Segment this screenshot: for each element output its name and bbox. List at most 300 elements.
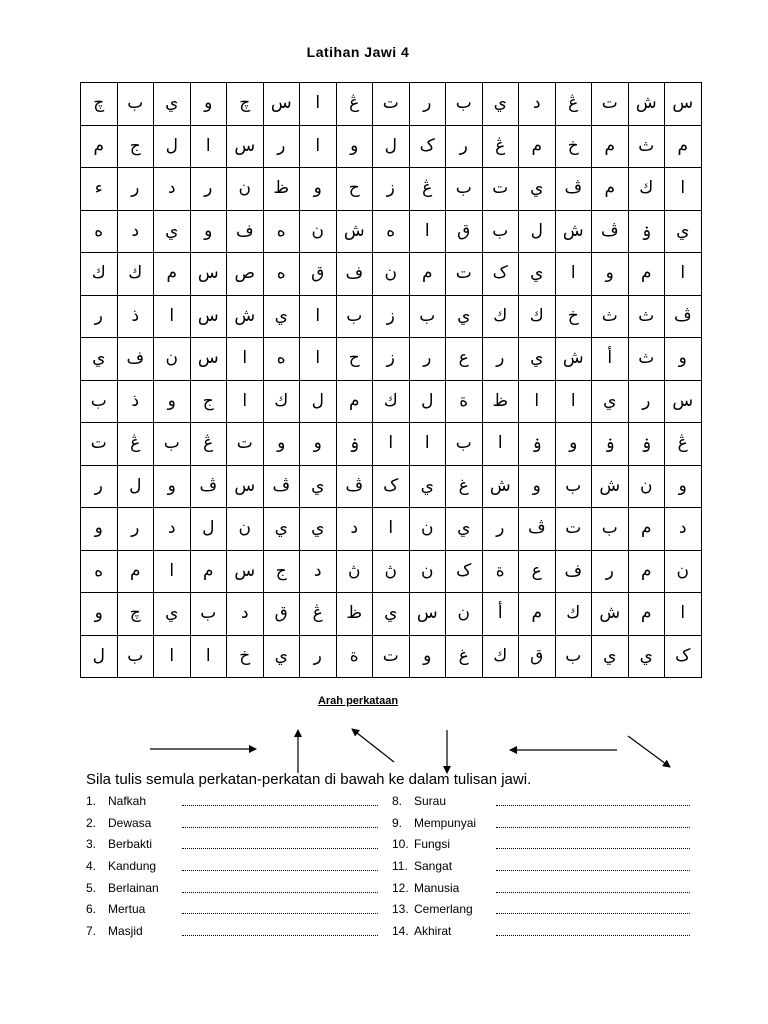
item-word: Cemerlang bbox=[414, 902, 473, 917]
grid-cell: ف bbox=[336, 253, 373, 296]
grid-cell: م bbox=[519, 125, 556, 168]
grid-cell: ر bbox=[81, 465, 118, 508]
grid-cell: ڤ bbox=[263, 465, 300, 508]
grid-cell: ن bbox=[409, 508, 446, 551]
grid-cell: ب bbox=[117, 83, 154, 126]
grid-cell: ل bbox=[409, 380, 446, 423]
item-word: Nafkah bbox=[108, 794, 147, 808]
page-title: Latihan Jawi 4 bbox=[306, 44, 410, 60]
grid-cell: ت bbox=[482, 168, 519, 211]
grid-cell: ي bbox=[519, 338, 556, 381]
item-word: Masjid bbox=[108, 924, 143, 939]
grid-cell: ڤ bbox=[336, 465, 373, 508]
grid-cell: س bbox=[190, 253, 227, 296]
grid-cell: ڠ bbox=[190, 423, 227, 466]
grid-cell: ب bbox=[117, 635, 154, 678]
grid-cell: ڤ bbox=[190, 465, 227, 508]
grid-cell: ڠ bbox=[409, 168, 446, 211]
grid-cell: ا bbox=[373, 508, 410, 551]
grid-cell: غ bbox=[446, 635, 483, 678]
grid-row bbox=[81, 83, 702, 126]
grid-cell: و bbox=[519, 465, 556, 508]
grid-cell: ث bbox=[628, 295, 665, 338]
grid-cell: ش bbox=[482, 465, 519, 508]
grid-cell: د bbox=[154, 508, 191, 551]
grid-cell: ي bbox=[373, 593, 410, 636]
grid-cell: ش bbox=[555, 338, 592, 381]
grid-cell: و bbox=[154, 465, 191, 508]
direction-arrows bbox=[0, 720, 768, 776]
grid-cell: چ bbox=[117, 593, 154, 636]
grid-cell: ش bbox=[628, 83, 665, 126]
grid-cell: ك bbox=[373, 380, 410, 423]
grid-cell: ه bbox=[263, 338, 300, 381]
grid-cell: و bbox=[190, 83, 227, 126]
grid-cell: د bbox=[227, 593, 264, 636]
answer-line[interactable] bbox=[182, 827, 378, 828]
grid-cell: ب bbox=[446, 168, 483, 211]
grid-cell: ث bbox=[628, 125, 665, 168]
grid-cell: ر bbox=[592, 550, 629, 593]
grid-cell: ك bbox=[519, 295, 556, 338]
item-word: Akhirat bbox=[414, 924, 452, 939]
grid-cell: ا bbox=[665, 593, 702, 636]
grid-cell: ر bbox=[117, 508, 154, 551]
grid-cell: ت bbox=[373, 635, 410, 678]
grid-cell: ا bbox=[190, 125, 227, 168]
grid-cell: م bbox=[81, 125, 118, 168]
grid-cell: ي bbox=[519, 168, 556, 211]
grid-cell: ۏ bbox=[519, 423, 556, 466]
grid-row bbox=[81, 295, 702, 338]
grid-cell: ا bbox=[300, 83, 337, 126]
grid-row bbox=[81, 508, 702, 551]
grid-cell: ر bbox=[117, 168, 154, 211]
grid-cell: ل bbox=[373, 125, 410, 168]
grid-cell: ه bbox=[81, 550, 118, 593]
grid-cell: ر bbox=[482, 508, 519, 551]
grid-cell: ک bbox=[665, 635, 702, 678]
grid-cell: ي bbox=[592, 635, 629, 678]
grid-cell: ي bbox=[446, 508, 483, 551]
grid-cell: ت bbox=[446, 253, 483, 296]
grid-cell: س bbox=[190, 295, 227, 338]
grid-cell: ۏ bbox=[628, 210, 665, 253]
grid-cell: و bbox=[154, 380, 191, 423]
grid-cell: ك bbox=[482, 635, 519, 678]
grid-cell: ع bbox=[519, 550, 556, 593]
grid-cell: ڠ bbox=[665, 423, 702, 466]
grid-cell: ب bbox=[190, 593, 227, 636]
item-word: Berbakti bbox=[108, 837, 153, 852]
grid-cell: د bbox=[519, 83, 556, 126]
grid-cell: س bbox=[227, 550, 264, 593]
grid-cell: ك bbox=[555, 593, 592, 636]
grid-cell: ت bbox=[373, 83, 410, 126]
arrow-down-right-icon bbox=[628, 736, 670, 767]
item-number: 14. bbox=[392, 924, 409, 939]
grid-cell: ة bbox=[336, 635, 373, 678]
answer-line[interactable] bbox=[496, 848, 690, 849]
grid-cell: ر bbox=[409, 338, 446, 381]
answer-line[interactable] bbox=[496, 870, 690, 871]
item-word: Manusia bbox=[414, 880, 460, 895]
grid-cell: و bbox=[263, 423, 300, 466]
grid-cell: ڠ bbox=[555, 83, 592, 126]
item-word: Mertua bbox=[108, 902, 146, 917]
grid-cell: ء bbox=[81, 168, 118, 211]
grid-cell: ز bbox=[373, 295, 410, 338]
grid-cell: ن bbox=[227, 508, 264, 551]
grid-cell: ر bbox=[81, 295, 118, 338]
grid-cell: و bbox=[300, 168, 337, 211]
grid-cell: ا bbox=[665, 168, 702, 211]
grid-cell: ك bbox=[81, 253, 118, 296]
item-number: 9. bbox=[392, 815, 403, 830]
grid-cell: ر bbox=[628, 380, 665, 423]
grid-cell: ا bbox=[519, 380, 556, 423]
grid-cell: ح bbox=[336, 338, 373, 381]
grid-cell: ب bbox=[592, 508, 629, 551]
item-number: 7. bbox=[86, 924, 97, 939]
grid-cell: م bbox=[665, 125, 702, 168]
item-number: 6. bbox=[86, 902, 97, 917]
grid-cell: ل bbox=[300, 380, 337, 423]
grid-cell: ز bbox=[373, 168, 410, 211]
grid-cell: ن bbox=[446, 593, 483, 636]
grid-cell: ۏ bbox=[592, 423, 629, 466]
grid-cell: ت bbox=[81, 423, 118, 466]
grid-cell: ب bbox=[446, 423, 483, 466]
grid-cell: خ bbox=[555, 125, 592, 168]
grid-row bbox=[81, 635, 702, 678]
grid-cell: ا bbox=[665, 253, 702, 296]
grid-cell: ف bbox=[555, 550, 592, 593]
grid-cell: ة bbox=[446, 380, 483, 423]
grid-cell: ا bbox=[300, 125, 337, 168]
grid-cell: ل bbox=[154, 125, 191, 168]
grid-cell: ف bbox=[227, 210, 264, 253]
grid-row bbox=[81, 253, 702, 296]
grid-cell: م bbox=[519, 593, 556, 636]
answer-line[interactable] bbox=[496, 827, 690, 828]
grid-cell: ي bbox=[482, 83, 519, 126]
grid-cell: ي bbox=[665, 210, 702, 253]
grid-cell: و bbox=[300, 423, 337, 466]
grid-row bbox=[81, 338, 702, 381]
grid-cell: ظ bbox=[482, 380, 519, 423]
grid-cell: ا bbox=[154, 635, 191, 678]
item-number: 5. bbox=[86, 880, 97, 895]
grid-cell: ب bbox=[446, 83, 483, 126]
grid-cell: ك bbox=[482, 295, 519, 338]
grid-cell: ث bbox=[628, 338, 665, 381]
item-word: Dewasa bbox=[108, 815, 152, 830]
grid-cell: م bbox=[628, 593, 665, 636]
grid-cell: س bbox=[227, 465, 264, 508]
grid-cell: ا bbox=[373, 423, 410, 466]
grid-cell: ل bbox=[117, 465, 154, 508]
grid-cell: ش bbox=[592, 465, 629, 508]
grid-cell: ي bbox=[446, 295, 483, 338]
grid-cell: ق bbox=[446, 210, 483, 253]
grid-cell: ه bbox=[263, 210, 300, 253]
grid-row bbox=[81, 423, 702, 466]
grid-cell: ي bbox=[263, 635, 300, 678]
grid-cell: ي bbox=[300, 508, 337, 551]
item-number: 8. bbox=[392, 794, 403, 808]
grid-cell: د bbox=[117, 210, 154, 253]
grid-cell: م bbox=[154, 253, 191, 296]
grid-cell: ڠ bbox=[117, 423, 154, 466]
arah-perkataan-heading: Arah perkataan bbox=[317, 695, 399, 707]
grid-cell: و bbox=[665, 465, 702, 508]
grid-cell: ج bbox=[263, 550, 300, 593]
grid-cell: ي bbox=[592, 380, 629, 423]
grid-cell: د bbox=[665, 508, 702, 551]
answer-line[interactable] bbox=[496, 805, 690, 806]
grid-cell: ب bbox=[409, 295, 446, 338]
grid-cell: و bbox=[555, 423, 592, 466]
grid-cell: م bbox=[628, 508, 665, 551]
grid-cell: ا bbox=[409, 423, 446, 466]
grid-cell: ڠ bbox=[300, 593, 337, 636]
grid-cell: ر bbox=[263, 125, 300, 168]
answer-line[interactable] bbox=[182, 913, 378, 914]
grid-cell: ش bbox=[336, 210, 373, 253]
item-word: Kandung bbox=[108, 859, 157, 874]
item-number: 11. bbox=[392, 859, 408, 874]
grid-cell: ل bbox=[519, 210, 556, 253]
answer-line[interactable] bbox=[496, 892, 690, 893]
grid-cell: ڤ bbox=[592, 210, 629, 253]
grid-cell: د bbox=[154, 168, 191, 211]
grid-cell: ق bbox=[519, 635, 556, 678]
grid-cell: ظ bbox=[336, 593, 373, 636]
grid-cell: ڠ bbox=[336, 83, 373, 126]
grid-cell: ا bbox=[555, 380, 592, 423]
grid-cell: غ bbox=[446, 465, 483, 508]
grid-cell: ة bbox=[482, 550, 519, 593]
grid-cell: ه bbox=[263, 253, 300, 296]
grid-cell: ر bbox=[446, 125, 483, 168]
grid-cell: ا bbox=[227, 380, 264, 423]
grid-cell: ت bbox=[227, 423, 264, 466]
grid-cell: ک bbox=[446, 550, 483, 593]
grid-cell: ا bbox=[300, 338, 337, 381]
grid-cell: خ bbox=[227, 635, 264, 678]
grid-cell: ڤ bbox=[665, 295, 702, 338]
grid-cell: ي bbox=[519, 253, 556, 296]
grid-cell: أ bbox=[592, 338, 629, 381]
grid-cell: ڠ bbox=[482, 125, 519, 168]
grid-cell: أ bbox=[482, 593, 519, 636]
grid-cell: م bbox=[592, 168, 629, 211]
grid-cell: ت bbox=[555, 508, 592, 551]
grid-cell: ر bbox=[300, 635, 337, 678]
grid-cell: ي bbox=[409, 465, 446, 508]
item-number: 3. bbox=[86, 837, 97, 852]
grid-row bbox=[81, 210, 702, 253]
grid-cell: س bbox=[190, 338, 227, 381]
item-word: Berlainan bbox=[108, 880, 159, 895]
item-number: 12. bbox=[392, 880, 409, 895]
answer-line[interactable] bbox=[182, 848, 378, 849]
grid-cell: ذ bbox=[117, 295, 154, 338]
grid-cell: ا bbox=[190, 635, 227, 678]
grid-cell: ڤ bbox=[519, 508, 556, 551]
grid-cell: ب bbox=[81, 380, 118, 423]
grid-cell: ا bbox=[555, 253, 592, 296]
grid-cell: ر bbox=[409, 83, 446, 126]
grid-cell: ج bbox=[190, 380, 227, 423]
grid-row bbox=[81, 125, 702, 168]
grid-cell: ش bbox=[555, 210, 592, 253]
grid-cell: ذ bbox=[117, 380, 154, 423]
item-number: 1. bbox=[86, 794, 97, 808]
grid-cell: ن bbox=[154, 338, 191, 381]
item-number: 4. bbox=[86, 859, 97, 874]
grid-cell: ي bbox=[263, 295, 300, 338]
grid-cell: ا bbox=[227, 338, 264, 381]
grid-cell: ب bbox=[482, 210, 519, 253]
grid-cell: ف bbox=[117, 338, 154, 381]
grid-cell: ڤ bbox=[555, 168, 592, 211]
answer-line[interactable] bbox=[182, 935, 378, 936]
grid-cell: چ bbox=[81, 83, 118, 126]
grid-row bbox=[81, 465, 702, 508]
grid-cell: ک bbox=[373, 465, 410, 508]
grid-cell: ظ bbox=[263, 168, 300, 211]
grid-cell: ر bbox=[190, 168, 227, 211]
grid-cell: ك bbox=[117, 253, 154, 296]
grid-cell: ي bbox=[300, 465, 337, 508]
grid-cell: ا bbox=[154, 295, 191, 338]
answer-line[interactable] bbox=[182, 892, 378, 893]
grid-cell: ت bbox=[592, 83, 629, 126]
grid-cell: و bbox=[336, 125, 373, 168]
grid-cell: و bbox=[81, 593, 118, 636]
word-search-grid bbox=[80, 82, 702, 678]
grid-row bbox=[81, 550, 702, 593]
grid-cell: ب bbox=[154, 423, 191, 466]
grid-cell: ش bbox=[227, 295, 264, 338]
grid-cell: ڽ bbox=[373, 550, 410, 593]
grid-cell: ث bbox=[592, 295, 629, 338]
grid-cell: ل bbox=[190, 508, 227, 551]
grid-cell: ش bbox=[592, 593, 629, 636]
grid-cell: ه bbox=[81, 210, 118, 253]
grid-cell: ه bbox=[373, 210, 410, 253]
grid-cell: ن bbox=[409, 550, 446, 593]
item-word: Mempunyai bbox=[414, 815, 477, 830]
answer-line[interactable] bbox=[496, 913, 690, 914]
grid-cell: ک bbox=[409, 125, 446, 168]
grid-cell: م bbox=[628, 550, 665, 593]
grid-cell: م bbox=[190, 550, 227, 593]
grid-cell: م bbox=[628, 253, 665, 296]
grid-cell: س bbox=[665, 83, 702, 126]
grid-cell: ن bbox=[665, 550, 702, 593]
grid-cell: م bbox=[409, 253, 446, 296]
grid-cell: ر bbox=[482, 338, 519, 381]
grid-cell: ي bbox=[154, 83, 191, 126]
grid-cell: ل bbox=[81, 635, 118, 678]
grid-cell: ق bbox=[300, 253, 337, 296]
grid-cell: ن bbox=[373, 253, 410, 296]
grid-cell: ز bbox=[373, 338, 410, 381]
grid-cell: س bbox=[409, 593, 446, 636]
grid-cell: ن bbox=[628, 465, 665, 508]
grid-cell: س bbox=[263, 83, 300, 126]
item-word: Surau bbox=[414, 794, 447, 808]
grid-cell: ي bbox=[154, 593, 191, 636]
grid-cell: ي bbox=[154, 210, 191, 253]
grid-cell: م bbox=[117, 550, 154, 593]
grid-cell: م bbox=[592, 125, 629, 168]
grid-cell: ڽ bbox=[336, 550, 373, 593]
grid-row bbox=[81, 168, 702, 211]
grid-cell: م bbox=[336, 380, 373, 423]
grid-cell: ق bbox=[263, 593, 300, 636]
arrow-up-left-icon bbox=[352, 729, 394, 762]
grid-cell: ا bbox=[154, 550, 191, 593]
grid-cell: ي bbox=[263, 508, 300, 551]
grid-cell: ب bbox=[336, 295, 373, 338]
grid-cell: و bbox=[81, 508, 118, 551]
grid-cell: ا bbox=[409, 210, 446, 253]
item-number: 2. bbox=[86, 815, 97, 830]
item-word: Fungsi bbox=[414, 837, 451, 852]
item-word: Sangat bbox=[414, 859, 453, 874]
grid-cell: و bbox=[665, 338, 702, 381]
grid-cell: ص bbox=[227, 253, 264, 296]
grid-cell: ا bbox=[482, 423, 519, 466]
grid-cell: ع bbox=[446, 338, 483, 381]
instruction-text: Sila tulis semula perkatan-perkatan di bawah ke dalam tulisan jawi. bbox=[86, 771, 532, 788]
grid-cell: د bbox=[300, 550, 337, 593]
grid-cell: ۏ bbox=[336, 423, 373, 466]
grid-cell: ي bbox=[81, 338, 118, 381]
item-number: 13. bbox=[392, 902, 409, 917]
item-number: 10. bbox=[392, 837, 409, 852]
grid-cell: ۏ bbox=[628, 423, 665, 466]
grid-cell: ا bbox=[300, 295, 337, 338]
grid-cell: و bbox=[592, 253, 629, 296]
grid-cell: ك bbox=[628, 168, 665, 211]
grid-cell: خ bbox=[555, 295, 592, 338]
grid-cell: چ bbox=[227, 83, 264, 126]
answer-line[interactable] bbox=[496, 935, 690, 936]
grid-cell: ن bbox=[227, 168, 264, 211]
grid-cell: ب bbox=[555, 465, 592, 508]
grid-row bbox=[81, 380, 702, 423]
grid-cell: و bbox=[409, 635, 446, 678]
grid-cell: ك bbox=[263, 380, 300, 423]
grid-cell: ح bbox=[336, 168, 373, 211]
grid-cell: ب bbox=[555, 635, 592, 678]
grid-cell: د bbox=[336, 508, 373, 551]
grid-cell: ن bbox=[300, 210, 337, 253]
grid-cell: ک bbox=[482, 253, 519, 296]
grid-cell: س bbox=[665, 380, 702, 423]
grid-cell: ي bbox=[628, 635, 665, 678]
grid-cell: ج bbox=[117, 125, 154, 168]
grid-cell: س bbox=[227, 125, 264, 168]
answer-line[interactable] bbox=[182, 870, 378, 871]
grid-cell: و bbox=[190, 210, 227, 253]
answer-line[interactable] bbox=[182, 805, 378, 806]
